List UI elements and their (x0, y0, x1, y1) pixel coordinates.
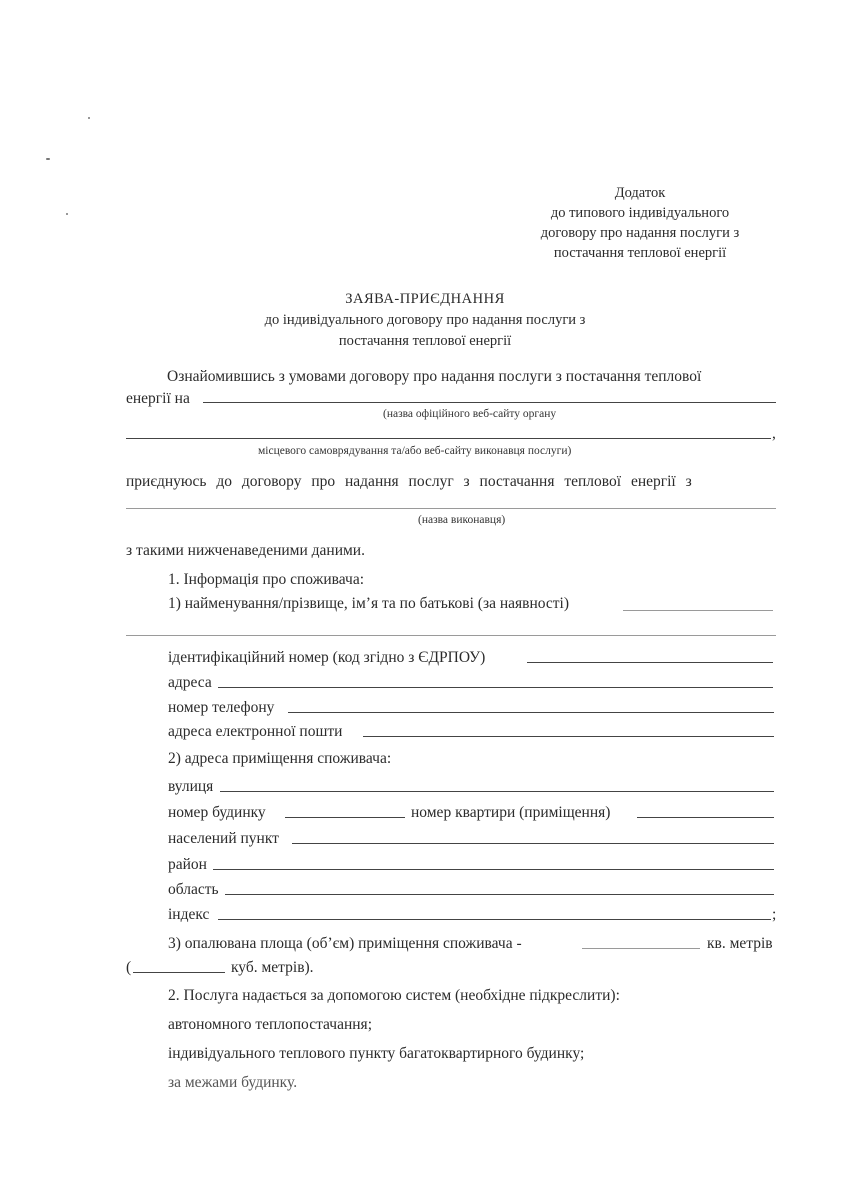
appendix-block (500, 183, 780, 263)
id-label: ідентифікаційний номер (код згідно з ЄДРПОУ) (168, 649, 486, 666)
region-field-line[interactable] (225, 894, 774, 895)
address-label: адреса (168, 674, 212, 691)
locality-label: населений пункт (168, 830, 279, 847)
section1-heading: 1. Інформація про споживача: (168, 571, 365, 588)
house-field-line[interactable] (285, 817, 405, 818)
appendix-line-1: Додаток (614, 185, 666, 201)
intro-line-2-prefix: енергії на (126, 390, 190, 407)
website-hint-2: місцевого самоврядування та/або веб-сайту виконавця послуги) (258, 445, 572, 457)
name-field-line[interactable] (623, 610, 773, 611)
house-label: номер будинку (168, 804, 266, 821)
volume-paren-open: ( (126, 959, 132, 976)
apartment-label: номер квартири (приміщення) (411, 804, 611, 821)
apartment-field-line[interactable] (637, 817, 774, 818)
semicolon: ; (772, 906, 777, 923)
district-label: район (168, 856, 207, 873)
area-unit: кв. метрів (707, 935, 773, 952)
name-field-line-2[interactable] (126, 635, 776, 636)
id-field-line[interactable] (527, 662, 773, 663)
phone-label: номер телефону (168, 699, 275, 716)
application-title (200, 289, 650, 352)
join-line: приєднуюсь до договору про надання послуг з постачання теплової енергії з (126, 473, 692, 490)
website-hint-1: (назва офіційного веб-сайту органу (383, 408, 557, 420)
address-field-line[interactable] (218, 687, 773, 688)
appendix-line-2: до типового індивідуального (550, 205, 730, 221)
title-heading: ЗАЯВА-ПРИЄДНАННЯ (345, 291, 505, 307)
provider-hint: (назва виконавця) (418, 514, 506, 526)
email-label: адреса електронної пошти (168, 723, 343, 740)
volume-field-line[interactable] (133, 972, 225, 973)
index-label: індекс (168, 906, 210, 923)
scan-speck (88, 117, 90, 119)
phone-field-line[interactable] (288, 712, 774, 713)
comma: , (772, 425, 776, 442)
system-option-autonomous[interactable]: автономного теплопостачання; (168, 1016, 372, 1033)
section1-item3: 3) опалювана площа (об’єм) приміщення споживача - (168, 935, 522, 952)
appendix-line-4: постачання теплової енергії (553, 245, 727, 261)
title-line-3: постачання теплової енергії (338, 333, 512, 349)
district-field-line[interactable] (213, 869, 774, 870)
website-field-line-2[interactable] (126, 438, 771, 439)
appendix-line-3: договору про надання послуги з (540, 225, 740, 241)
locality-field-line[interactable] (292, 843, 774, 844)
scan-speck (66, 213, 68, 215)
street-label: вулиця (168, 778, 214, 795)
section1-item1: 1) найменування/прізвище, ім’я та по батькові (за наявності) (168, 595, 569, 612)
section2-heading: 2. Послуга надається за допомогою систем (необхідне підкреслити): (168, 987, 620, 1004)
intro-line-1: Ознайомившись з умовами договору про надання послуги з постачання теплової (167, 368, 702, 385)
section1-item2: 2) адреса приміщення споживача: (168, 750, 392, 767)
index-field-line[interactable] (218, 919, 771, 920)
provider-field-line[interactable] (126, 508, 776, 509)
system-option-individual-point[interactable]: індивідуального теплового пункту багатоквартирного будинку; (168, 1045, 585, 1062)
area-field-line[interactable] (582, 948, 700, 949)
street-field-line[interactable] (220, 791, 774, 792)
data-line: з такими нижченаведеними даними. (126, 542, 365, 559)
scan-speck (46, 158, 50, 160)
website-field-line[interactable] (203, 402, 776, 403)
system-option-outside[interactable]: за межами будинку. (168, 1074, 298, 1091)
email-field-line[interactable] (363, 736, 774, 737)
volume-unit: куб. метрів). (231, 959, 314, 976)
region-label: область (168, 881, 219, 898)
title-line-2: до індивідуального договору про надання послуги з (264, 312, 586, 328)
